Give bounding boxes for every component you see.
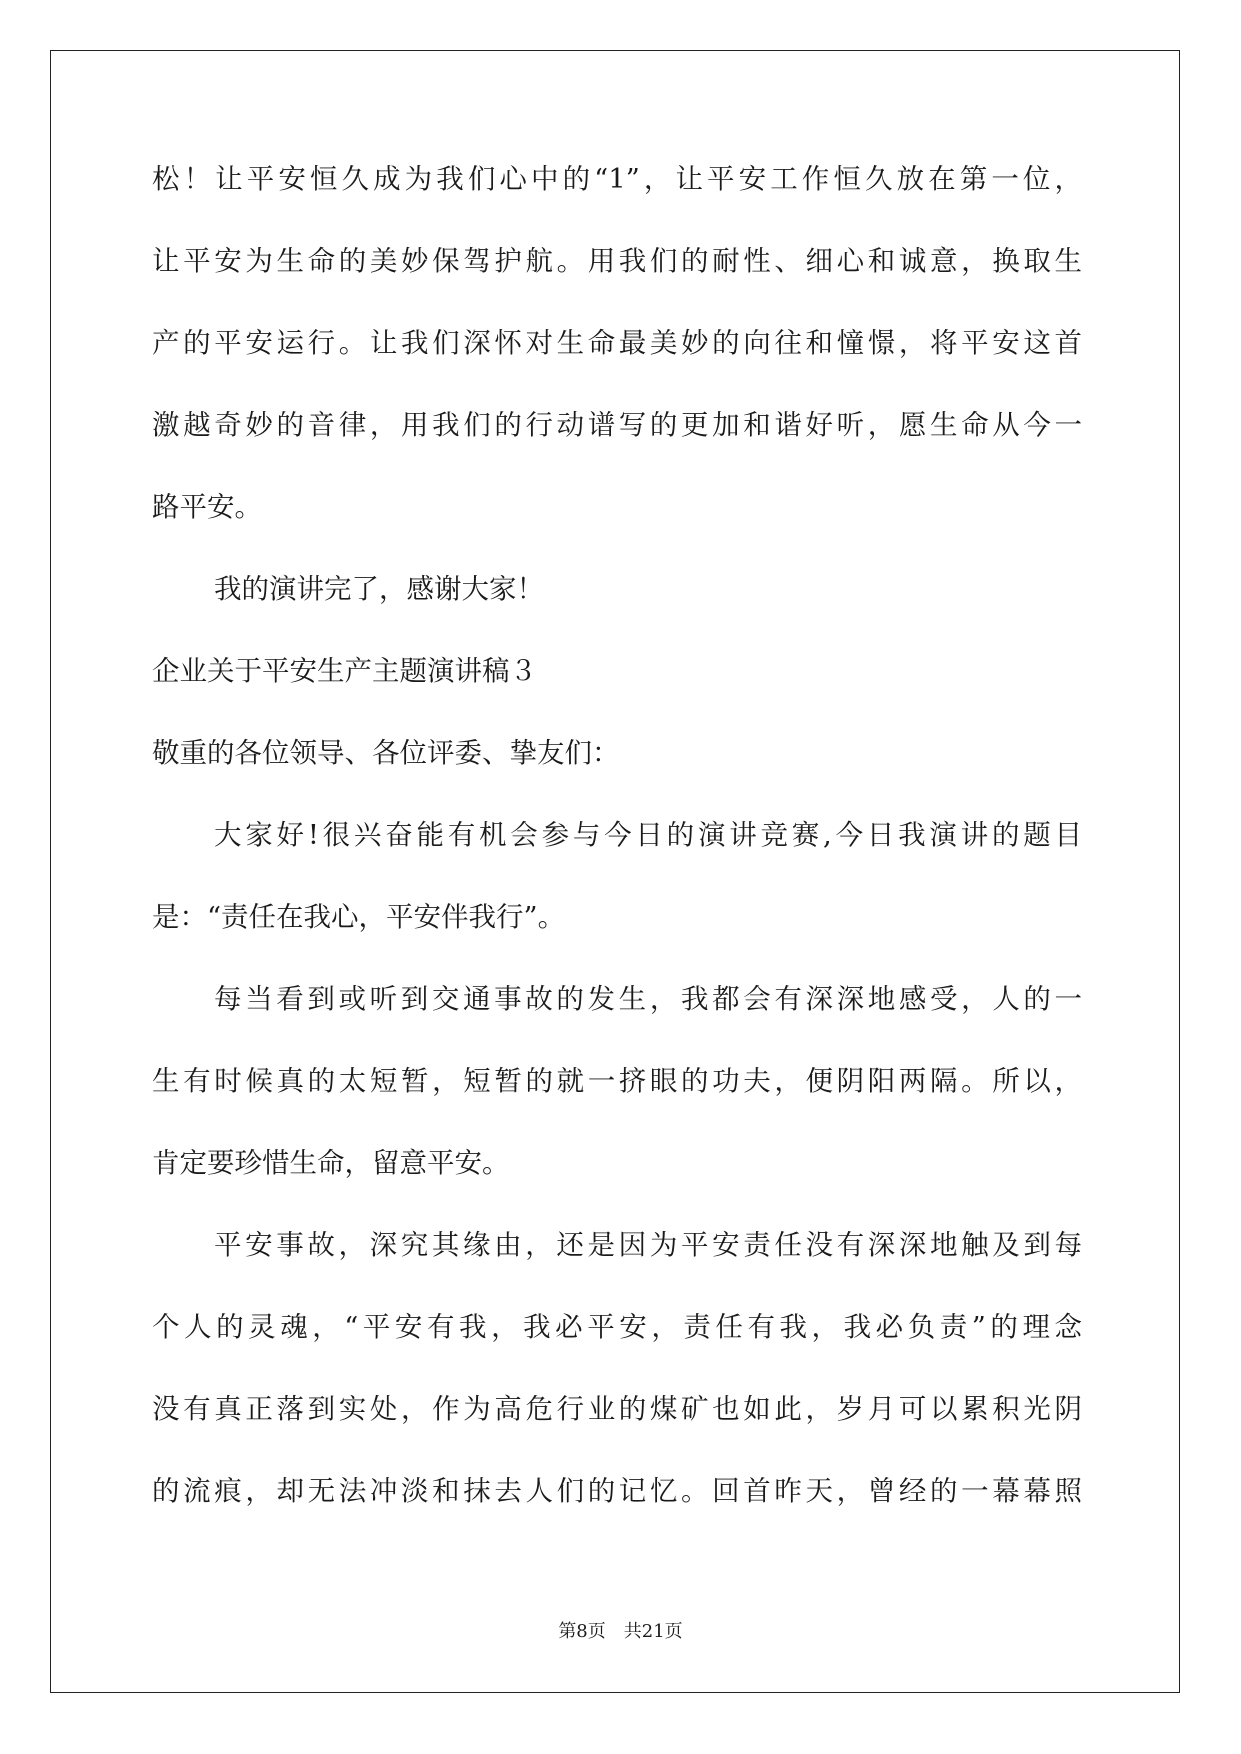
section-heading: 企业关于平安生产主题演讲稿３	[152, 655, 537, 687]
text-line: 平安事故，深究其缘由，还是因为平安责任没有深深地触及到每	[214, 1229, 1082, 1261]
page-number: 第8页 共21页	[558, 1621, 683, 1642]
text-line: 是：“责任在我心，平安伴我行”。	[152, 901, 566, 933]
text-line: 激越奇妙的音律，用我们的行动谱写的更加和谐好听，愿生命从今一	[152, 409, 1082, 441]
text-line: 路平安。	[152, 491, 262, 523]
text-line: 松！让平安恒久成为我们心中的“1”，让平安工作恒久放在第一位，	[152, 163, 1082, 195]
salutation: 敬重的各位领导、各位评委、挚友们：	[152, 737, 620, 769]
text-line: 个人的灵魂，“平安有我，我必平安，责任有我，我必负责”的理念	[152, 1311, 1082, 1343]
text-line: 大家好!很兴奋能有机会参与今日的演讲竞赛,今日我演讲的题目	[214, 819, 1082, 851]
text-line: 肯定要珍惜生命，留意平安。	[152, 1147, 510, 1179]
text-line: 的流痕，却无法冲淡和抹去人们的记忆。回首昨天，曾经的一幕幕照	[152, 1475, 1082, 1507]
text-line: 每当看到或听到交通事故的发生，我都会有深深地感受，人的一	[214, 983, 1082, 1015]
text-line: 没有真正落到实处，作为高危行业的煤矿也如此，岁月可以累积光阴	[152, 1393, 1082, 1425]
text-line: 我的演讲完了，感谢大家！	[214, 573, 544, 605]
text-line: 产的平安运行。让我们深怀对生命最美妙的向往和憧憬，将平安这首	[152, 327, 1082, 359]
text-line: 让平安为生命的美妙保驾护航。用我们的耐性、细心和诚意，换取生	[152, 245, 1082, 277]
document-body	[152, 160, 1082, 1554]
text-line: 生有时候真的太短暂，短暂的就一挤眼的功夫，便阴阳两隔。所以，	[152, 1065, 1082, 1097]
